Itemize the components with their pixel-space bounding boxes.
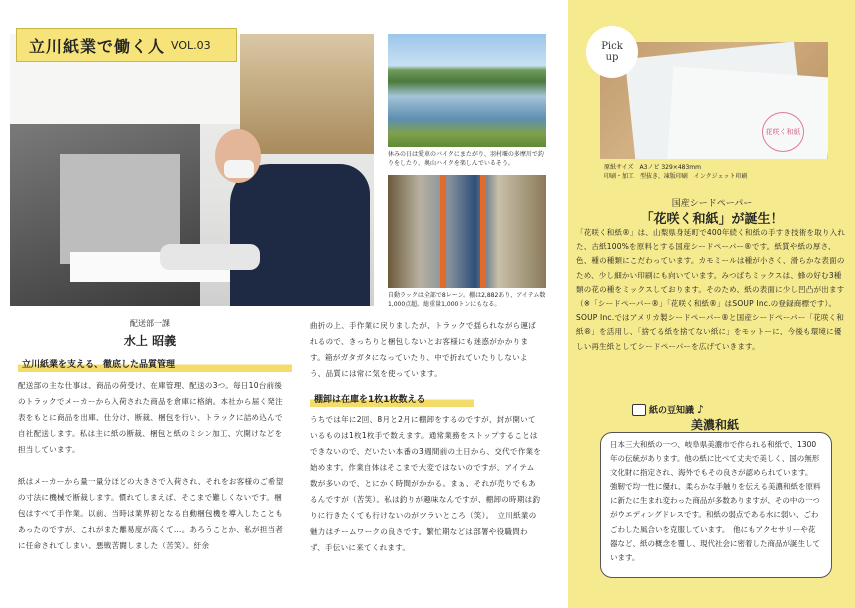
warehouse-caption: 自動ラックは全部で8レーン。棚は2,882あり、アイテム数1,000点超。総重量1,000トンにもなる。 bbox=[388, 292, 546, 308]
product-title: 「花咲く和紙」が誕生！ bbox=[640, 212, 784, 227]
person-name: 水上 昭義 bbox=[123, 334, 177, 348]
section-heading-inventory: 棚卸は在庫を1枚1枚数える bbox=[310, 393, 474, 407]
department-label: 配送部一課 bbox=[130, 319, 170, 328]
volume-number: VOL.03 bbox=[171, 38, 211, 52]
flower-stamp-logo: 花咲く和紙 bbox=[762, 112, 804, 152]
trivia-title: 美濃和紙 bbox=[690, 418, 739, 432]
warehouse-photo bbox=[388, 175, 546, 288]
section-heading-quality: 立川紙業を支える、徹底した品質管理 bbox=[18, 358, 292, 372]
pickup-badge-line1: Pick bbox=[601, 41, 623, 52]
page-title bbox=[16, 28, 237, 62]
spec-processing: 印刷・加工 型抜き、凍版印刷 インクジェット印刷 bbox=[604, 173, 748, 180]
spec-size: 原紙サイズ A3ノビ 329×483mm bbox=[604, 164, 701, 171]
trivia-label bbox=[632, 403, 704, 416]
trivia-label-text: 紙の豆知識 bbox=[649, 406, 695, 416]
product-subtitle: 国産シードペーパー bbox=[671, 199, 753, 209]
paper-spec bbox=[604, 163, 748, 181]
page-title-text: 立川紙業で働く人 bbox=[29, 36, 166, 56]
book-icon bbox=[632, 404, 646, 416]
product-description: 「花咲く和紙®」は、山梨県身延町で400年続く和紙の手すき技術を取り入れた、古紙100%を原料とする国産シードペーパー®です。紙質や紙の厚さ、色、種の種類にこだわっています。カモミールは種が小さく、滑らかな表面のため、少し細かい印刷にも向いています。みつばちミックスは、蜂の好む3種類の花の種をミックスしております。そのため、紙の表面に少し凹凸が出ます（※「シードペーパー®」「花咲く和紙®」はSOUP Inc.の登録商標です）。SOUP Inc.ではアメリカ製シードペーパー®と国産シードペーパー「花咲く和紙®」を活用し、「捨てる紙を捨てない紙に」をモットーに、今後も環境に優しい再生紙としてシードペーパーを広げていきます。 bbox=[576, 228, 846, 351]
article-paragraph-4: うちでは年に2回、8月と2月に棚卸をするのですが、封が開いているものは1枚1枚手で数えます。通常業務をストップすることはできないので、だいたい本番の3週間前の土日から、交代で作業を始めます。作業自体はそこまで大変ではないのですが、アイテム数が多いので、とにかく時間がかかる。まぁ、それが売りでもあるんですが（苦笑）。私は釣りが趣味なんですが、棚卸の時期は釣りに行きたくても行けないのがツラいところ（笑）。 立川紙業の魅力はチームワークの良さです。繁忙期などは部署や役職問わず、手伝いに来てくれます。 bbox=[310, 415, 542, 552]
trivia-body: 日本三大和紙の一つ、岐阜県美濃市で作られる和紙で、1300年の伝統があります。他の紙に比べて丈夫で美しく、国の無形文化財に指定され、海外でもその良さが認められています。 強靭で均一性に優れ、柔らかな手触りを伝える美濃和紙を原料に新たに生まれ変わった商品が多数ありますが、その中の一つがウエディングドレスです。和紙の弱点である水に弱い、ごわごわした風合いを克服しています。 他にもアクセサリーや花器など、紙の概念を覆し、現代社会に密着した商品が誕生しています。 bbox=[610, 440, 821, 562]
river-photo bbox=[388, 34, 546, 147]
article-paragraph-2: 紙はメーカーから量一量分ほどの大きさで入荷され、それをお客様のご希望の寸法に機械で断裁します。慣れてしまえば、そこまで難しくないです。梱包はすべて手作業。以前、当時は業界初となる自動梱包機を導入したこともあったのですが、これがまた離易度が高くて…。あろうことか、私が担当者に任命されてしまい、悪戦苦闘しました（苦笑）。紆余 bbox=[18, 477, 284, 550]
river-caption: 休みの日は愛車のバイクにまたがり、羽村堰の多摩川で釣りをしたり、奥山ハイクを楽しんでいるそう。 bbox=[388, 151, 544, 167]
music-note-icon: ♪ bbox=[697, 403, 705, 416]
article-paragraph-3: 曲折の上、手作業に戻りましたが、トラックで揺られながら運ばれるので、きっちりと梱包しないとお客様にも迷惑がかかります。箱がガタガタになっていたり、中で折れていたりしないよう、品質には常に気を使っています。 bbox=[310, 321, 537, 378]
article-paragraph-1: 配送部の主な仕事は、商品の荷受け、在庫管理、配送の3つ。毎日10台前後のトラックでメーカーから入荷された商品を倉庫に格納。本社から届く発注表をもとに商品を出庫、仕分け、断裁、梱包を行い、トラックに詰め込んで自社配送します。私は主に紙の断裁、梱包と紙のミシン加工、穴開けなどを担当しています。 bbox=[18, 381, 283, 454]
pickup-badge-line2: up bbox=[605, 52, 619, 63]
trivia-box bbox=[600, 432, 832, 578]
pickup-badge bbox=[586, 26, 638, 78]
main-photo bbox=[10, 34, 374, 306]
